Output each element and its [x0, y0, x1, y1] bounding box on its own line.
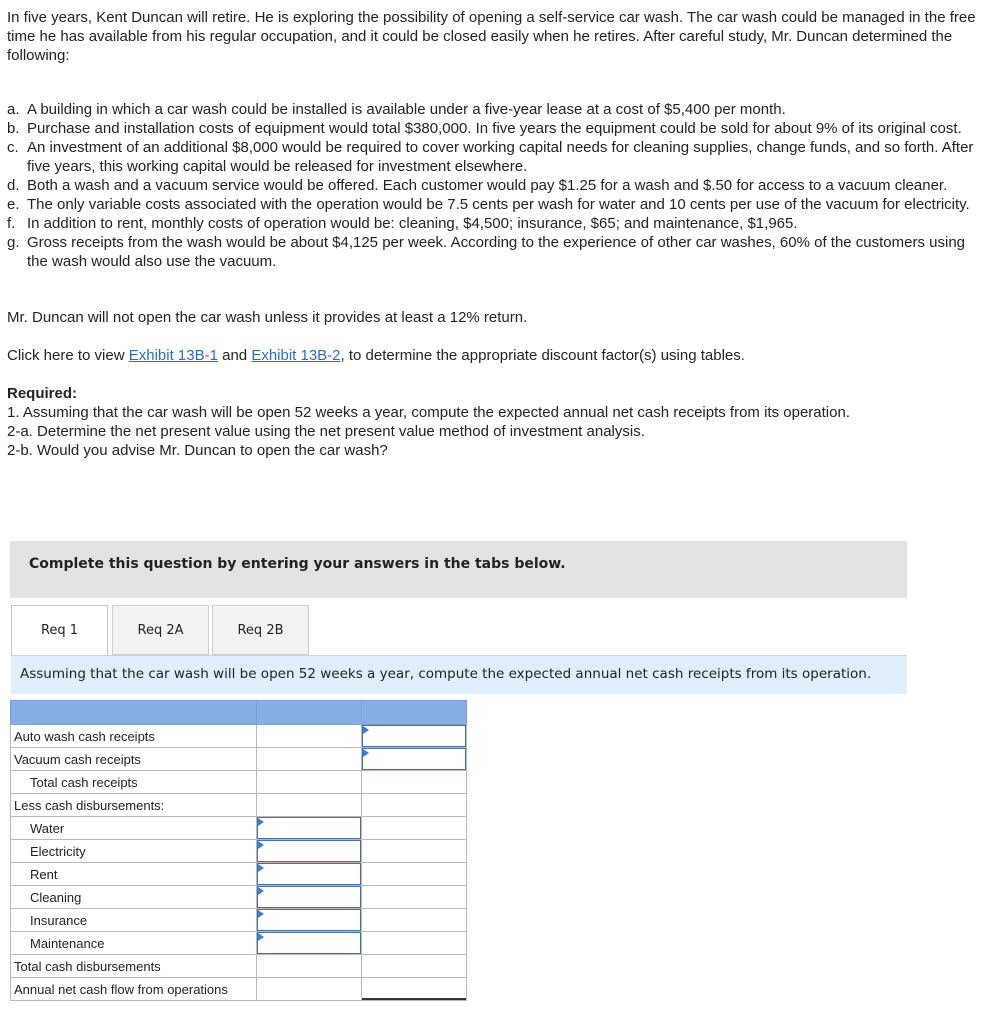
condition-e: [7, 195, 977, 214]
row-label: Electricity: [11, 840, 257, 863]
total-receipts-cell: [362, 771, 467, 794]
table-row: [11, 863, 467, 886]
exhibit-13b-2-link[interactable]: Exhibit 13B-2: [251, 347, 341, 364]
row-label: Insurance: [11, 909, 257, 932]
empty-cell: [257, 955, 362, 978]
cell: [362, 748, 467, 771]
required-item-2a: 2-a. Determine the net present value using the net present value method of investment analysis.: [7, 423, 645, 440]
table-row: [11, 840, 467, 863]
input-marker-icon: [258, 933, 264, 941]
condition-g: [7, 233, 977, 271]
cash-flow-table: [10, 700, 467, 1001]
table-row: [11, 771, 467, 794]
table-row: [11, 955, 467, 978]
row-label: Total cash disbursements: [11, 955, 257, 978]
empty-cell: [362, 817, 467, 840]
exhibit-13b-1-link[interactable]: Exhibit 13B-1: [128, 347, 218, 364]
condition-d: [7, 176, 977, 195]
row-label: Less cash disbursements:: [11, 794, 257, 817]
tab-req-2b[interactable]: Req 2B: [212, 605, 309, 655]
table-row: [11, 978, 467, 1001]
table-row: [11, 794, 467, 817]
row-label: Auto wash cash receipts: [11, 725, 257, 748]
table-row: [11, 909, 467, 932]
exhibits-line: [7, 346, 977, 365]
header-cell: [362, 701, 467, 725]
tab-req-2a[interactable]: Req 2A: [112, 605, 209, 655]
cell: [257, 932, 362, 955]
net-cash-flow-cell: [362, 978, 467, 1001]
condition-text: Purchase and installation costs of equipment would total $380,000. In five years the equipment could be sold for about 9% of its original cost.: [27, 120, 962, 137]
empty-cell: [362, 840, 467, 863]
exhibits-middle: and: [217, 347, 252, 364]
empty-cell: [362, 909, 467, 932]
tab-req-1[interactable]: Req 1: [11, 605, 108, 656]
cleaning-input[interactable]: [257, 886, 361, 908]
empty-cell: [257, 978, 362, 1001]
condition-letter: c.: [7, 139, 19, 156]
table-header-row: [11, 701, 467, 725]
condition-text: The only variable costs associated with the operation would be 7.5 cents per wash for water and 10 cents per use of the vacuum for electricity.: [27, 196, 970, 213]
condition-letter: b.: [7, 120, 20, 137]
empty-cell: [362, 863, 467, 886]
condition-letter: d.: [7, 177, 20, 194]
empty-cell: [362, 886, 467, 909]
conditions-list: [7, 100, 977, 271]
condition-b: [7, 119, 977, 138]
empty-cell: [257, 725, 362, 748]
empty-cell: [257, 748, 362, 771]
cell: [257, 886, 362, 909]
header-cell: [11, 701, 257, 725]
condition-text: In addition to rent, monthly costs of operation would be: cleaning, $4,500; insurance, $65; and maintenance, $1,965.: [27, 215, 798, 232]
input-marker-icon: [258, 818, 264, 826]
table-row: [11, 748, 467, 771]
empty-cell: [257, 794, 362, 817]
condition-c: [7, 138, 977, 176]
condition-text: Both a wash and a vacuum service would be offered. Each customer would pay $1.25 for a wash and $.50 for access to a vacuum cleaner.: [27, 177, 948, 194]
condition-text: An investment of an additional $8,000 would be required to cover working capital needs for cleaning supplies, change funds, and so forth. After five years, this working capital would be released for investment elsewhere.: [27, 139, 974, 175]
table-row: [11, 817, 467, 840]
required-item-1: 1. Assuming that the car wash will be open 52 weeks a year, compute the expected annual net cash receipts from its operation.: [7, 404, 850, 421]
rent-input[interactable]: [257, 863, 361, 885]
input-marker-icon: [258, 841, 264, 849]
input-marker-icon: [258, 864, 264, 872]
condition-letter: a.: [7, 101, 20, 118]
double-underline: [362, 998, 466, 1000]
water-input[interactable]: [257, 817, 361, 839]
header-cell: [257, 701, 362, 725]
row-label: Maintenance: [11, 932, 257, 955]
return-threshold: Mr. Duncan will not open the car wash unless it provides at least a 12% return.: [7, 309, 528, 326]
cell: [257, 840, 362, 863]
insurance-input[interactable]: [257, 909, 361, 931]
empty-cell: [362, 794, 467, 817]
problem-intro: In five years, Kent Duncan will retire. He is exploring the possibility of opening a self-service car wash. The car wash could be managed in the free time he has available from his regular occupation, and it could be closed easily when he retires. After careful study, Mr. Duncan determined the following:: [7, 9, 976, 64]
electricity-input[interactable]: [257, 840, 361, 862]
row-label: Annual net cash flow from operations: [11, 978, 257, 1001]
condition-a: [7, 100, 977, 119]
cell: [257, 909, 362, 932]
condition-text: A building in which a car wash could be installed is available under a five-year lease at a cost of $5,400 per month.: [27, 101, 786, 118]
condition-letter: e.: [7, 196, 20, 213]
cell: [257, 863, 362, 886]
row-label: Total cash receipts: [11, 771, 257, 794]
auto-wash-receipts-input[interactable]: [362, 725, 466, 747]
condition-letter: g.: [7, 234, 20, 251]
condition-text: Gross receipts from the wash would be about $4,125 per week. According to the experience of other car washes, 60% of the customers using the wash would also use the vacuum.: [27, 234, 966, 270]
requirement-prompt: Assuming that the car wash will be open 52 weeks a year, compute the expected annual net cash receipts from its operation.: [11, 656, 907, 694]
required-section: [7, 384, 977, 460]
row-label: Rent: [11, 863, 257, 886]
input-marker-icon: [363, 749, 369, 757]
row-label: Vacuum cash receipts: [11, 748, 257, 771]
table-row: [11, 725, 467, 748]
exhibits-suffix: , to determine the appropriate discount factor(s) using tables.: [340, 347, 745, 364]
vacuum-receipts-input[interactable]: [362, 748, 466, 770]
condition-letter: f.: [7, 215, 16, 232]
required-item-2b: 2-b. Would you advise Mr. Duncan to open the car wash?: [7, 442, 388, 459]
cell: [257, 817, 362, 840]
table-row: [11, 886, 467, 909]
problem-statement: [7, 8, 977, 460]
input-marker-icon: [258, 887, 264, 895]
row-label: Cleaning: [11, 886, 257, 909]
input-marker-icon: [363, 726, 369, 734]
maintenance-input[interactable]: [257, 932, 361, 954]
cell: [362, 725, 467, 748]
required-title: Required:: [7, 385, 78, 402]
row-label: Water: [11, 817, 257, 840]
empty-cell: [362, 932, 467, 955]
input-marker-icon: [258, 910, 264, 918]
empty-cell: [257, 771, 362, 794]
instruction-bar: Complete this question by entering your answers in the tabs below.: [10, 541, 907, 598]
exhibits-prefix: Click here to view: [7, 347, 129, 364]
condition-f: [7, 214, 977, 233]
table-row: [11, 932, 467, 955]
total-disbursements-cell: [362, 955, 467, 978]
